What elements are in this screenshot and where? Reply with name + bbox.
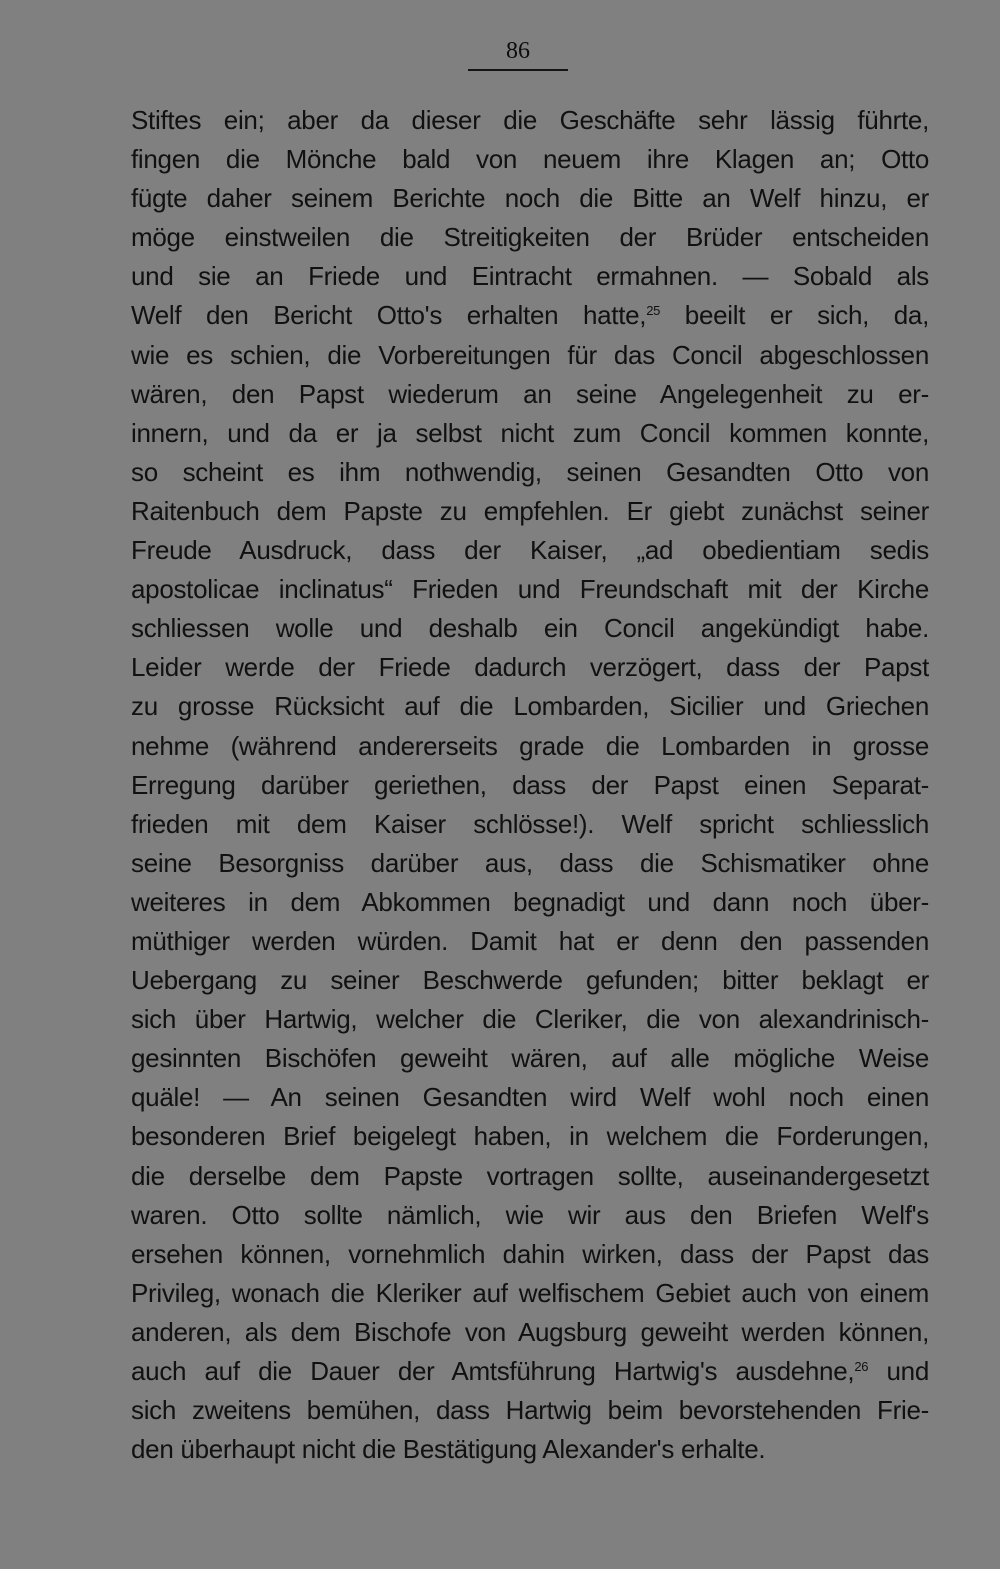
text-line: [131, 648, 929, 687]
line-text: nehme (während andererseits grade die Lombarden in grosse: [131, 730, 929, 761]
text-line: [131, 570, 929, 609]
text-line: [131, 844, 929, 883]
text-line: [131, 1352, 929, 1391]
text-line: [131, 218, 929, 257]
line-text: Welf den Bericht Otto's erhalten hatte,: [131, 300, 647, 331]
text-line: [131, 1117, 929, 1156]
text-line: [131, 1196, 929, 1235]
line-text: frieden mit dem Kaiser schlösse!). Welf spricht schliesslich: [131, 808, 929, 839]
line-text: sich zweitens bemühen, dass Hartwig beim bevorstehenden Frie-: [131, 1395, 929, 1426]
line-text: Erregung darüber geriethen, dass der Papst einen Separat-: [131, 769, 929, 800]
line-text: innern, und da er ja selbst nicht zum Concil kommen konnte,: [131, 417, 929, 448]
text-line: [131, 1391, 929, 1430]
line-text: und sie an Friede und Eintracht ermahnen. — Sobald als: [131, 261, 929, 292]
text-line: [131, 453, 929, 492]
text-line: [131, 140, 929, 179]
line-text: möge einstweilen die Streitigkeiten der Brüder entscheiden: [131, 222, 929, 253]
line-text: die derselbe dem Papste vortragen sollte, auseinandergesetzt: [131, 1160, 929, 1191]
page-number: 86: [506, 38, 530, 64]
text-line: [131, 257, 929, 296]
line-text: gesinnten Bischöfen geweiht wären, auf alle mögliche Weise: [131, 1043, 929, 1074]
line-text: Raitenbuch dem Papste zu empfehlen. Er giebt zunächst seiner: [131, 495, 929, 526]
footnote-marker: 26: [854, 1358, 869, 1374]
line-text: den überhaupt nicht die Bestätigung Alexander's erhalte.: [131, 1434, 766, 1465]
text-line: [131, 1157, 929, 1196]
line-text: seine Besorgniss darüber aus, dass die Schismatiker ohne: [131, 847, 929, 878]
line-text: schliessen wolle und deshalb ein Concil angekündigt habe.: [131, 613, 929, 644]
text-line: [131, 961, 929, 1000]
text-line: [131, 922, 929, 961]
line-text: weiteres in dem Abkommen begnadigt und dann noch über-: [131, 886, 929, 917]
text-line: [131, 687, 929, 726]
text-line: [131, 336, 929, 375]
line-text: Privileg, wonach die Kleriker auf welfischem Gebiet auch von einem: [131, 1277, 929, 1308]
line-text: apostolicae inclinatus“ Frieden und Freundschaft mit der Kirche: [131, 574, 929, 605]
line-text: besonderen Brief beigelegt haben, in welchem die Forderungen,: [131, 1121, 929, 1152]
line-text: quäle! — An seinen Gesandten wird Welf wohl noch einen: [131, 1082, 929, 1113]
line-text: Uebergang zu seiner Beschwerde gefunden; bitter beklagt er: [131, 965, 929, 996]
text-line: [131, 727, 929, 766]
line-text: waren. Otto sollte nämlich, wie wir aus den Briefen Welf's: [131, 1199, 929, 1230]
text-line: [131, 1039, 929, 1078]
text-line: [131, 375, 929, 414]
line-text: ersehen können, vornehmlich dahin wirken, dass der Papst das: [131, 1238, 929, 1269]
text-line: [131, 883, 929, 922]
line-text-continued: und: [868, 1356, 929, 1386]
line-text: Freude Ausdruck, dass der Kaiser, „ad obedientiam sedis: [131, 535, 929, 566]
text-line: [131, 101, 929, 140]
text-line: [131, 1078, 929, 1117]
text-line: [131, 1235, 929, 1274]
line-text: Stiftes ein; aber da dieser die Geschäfte sehr lässig führte,: [131, 105, 929, 135]
text-line: [131, 1313, 929, 1352]
text-line: [131, 296, 929, 335]
line-text: anderen, als dem Bischofe von Augsburg geweiht werden können,: [131, 1316, 929, 1347]
line-text: zu grosse Rücksicht auf die Lombarden, Sicilier und Griechen: [131, 691, 929, 722]
text-line: [131, 492, 929, 531]
line-text: so scheint es ihm nothwendig, seinen Gesandten Otto von: [131, 456, 929, 487]
header-rule: [468, 69, 568, 71]
line-text-continued: beeilt er sich, da,: [660, 300, 929, 331]
line-text: wären, den Papst wiederum an seine Angelegenheit zu er-: [131, 378, 929, 409]
line-text: fügte daher seinem Berichte noch die Bitte an Welf hinzu, er: [131, 183, 929, 214]
footnote-marker: 25: [646, 303, 661, 319]
text-line: [131, 609, 929, 648]
text-line: [131, 179, 929, 218]
text-line: [131, 531, 929, 570]
line-text: Leider werde der Friede dadurch verzögert, dass der Papst: [131, 652, 929, 683]
line-text: müthiger werden würden. Damit hat er denn den passenden: [131, 925, 929, 956]
line-text: auch auf die Dauer der Amtsführung Hartwig's ausdehne,: [131, 1356, 855, 1386]
text-line: [131, 1274, 929, 1313]
text-line: [131, 805, 929, 844]
text-line: [131, 1430, 929, 1469]
line-text: wie es schien, die Vorbereitungen für das Concil abgeschlossen: [131, 339, 929, 370]
text-line: [131, 414, 929, 453]
line-text: sich über Hartwig, welcher die Cleriker, die von alexandrinisch-: [131, 1004, 929, 1035]
text-line: [131, 1000, 929, 1039]
body-text: [131, 101, 929, 1469]
text-line: [131, 766, 929, 805]
line-text: fingen die Mönche bald von neuem ihre Klagen an; Otto: [131, 144, 929, 175]
